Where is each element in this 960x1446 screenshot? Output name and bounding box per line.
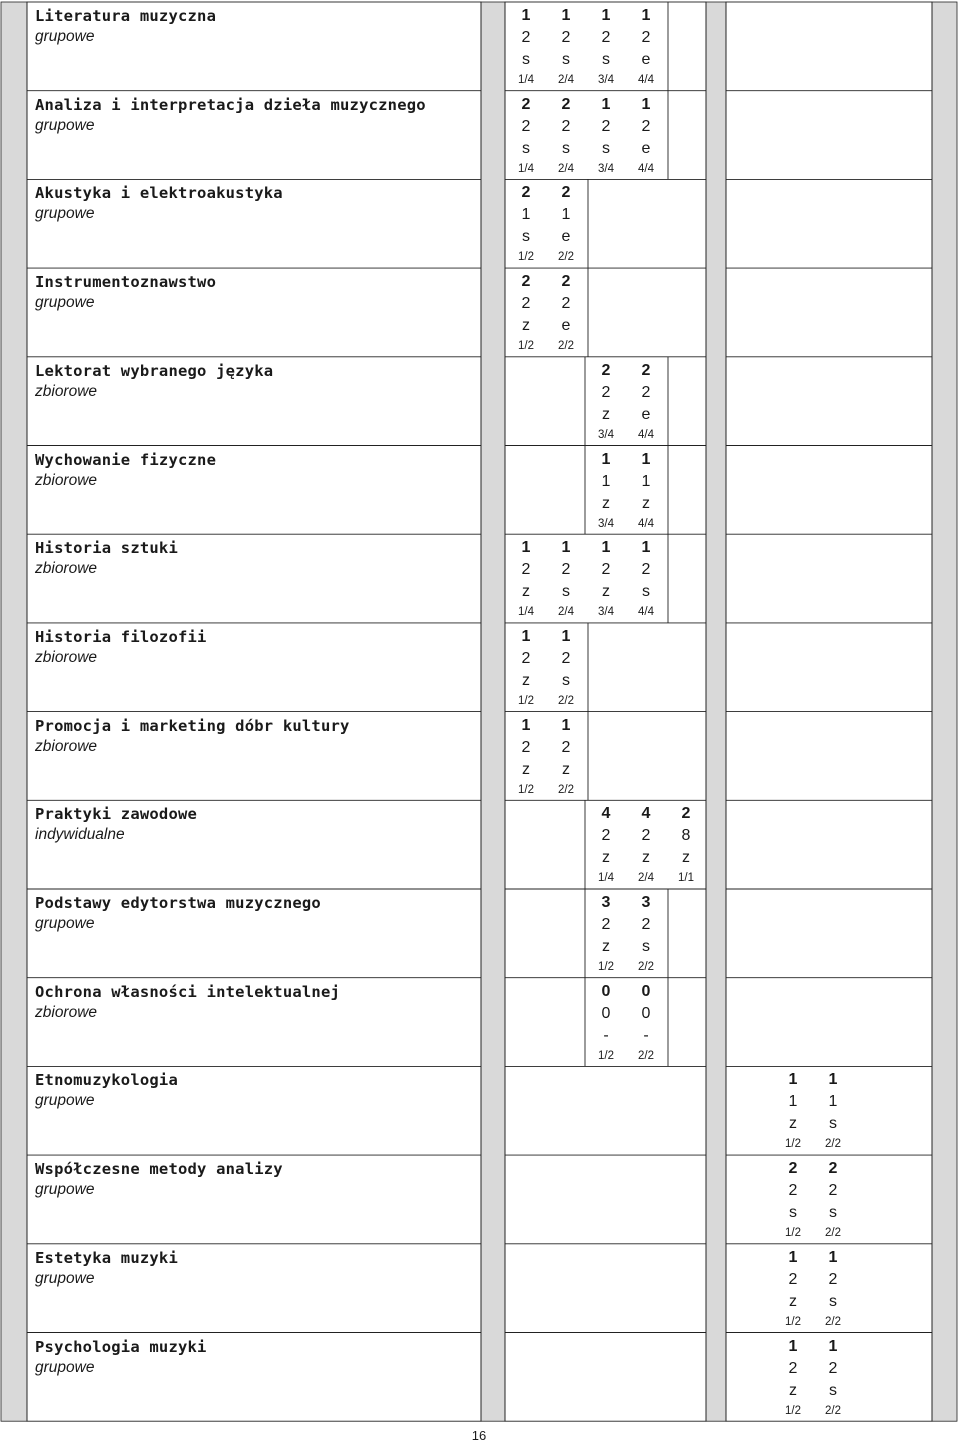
assessment-value: s — [562, 51, 570, 68]
ects-value: 1 — [521, 206, 531, 224]
ects-value: 2 — [521, 649, 531, 667]
assessment-value: e — [641, 51, 651, 68]
semester-cell — [586, 981, 626, 1065]
assessment-value: s — [829, 1115, 837, 1133]
hours-value: 2 — [561, 95, 571, 113]
semester-cell — [586, 360, 626, 444]
semester-label: 1/1 — [678, 872, 694, 885]
ects-value: 1 — [561, 206, 571, 224]
ects-value: 2 — [828, 1359, 838, 1377]
class-type: grupowe — [35, 1269, 95, 1287]
course-name: Akustyka i elektroakustyka — [35, 184, 283, 203]
assessment-value: z — [602, 849, 610, 867]
assessment-value: z — [522, 317, 530, 335]
semester-cell — [546, 537, 586, 621]
ects-value: 2 — [521, 561, 531, 579]
semester-label: 2/2 — [638, 961, 654, 973]
assessment-value: e — [641, 139, 651, 157]
class-type: zbiorowe — [35, 382, 98, 400]
hours-value: 1 — [601, 539, 611, 557]
hours-value: 1 — [641, 7, 651, 24]
semester-label: 2/2 — [558, 251, 574, 264]
hours-value: 4 — [641, 805, 651, 823]
class-type: zbiorowe — [35, 471, 98, 489]
ects-value: 2 — [788, 1270, 798, 1288]
class-type: grupowe — [35, 1181, 95, 1199]
table-row — [28, 357, 957, 445]
assessment-value: z — [522, 760, 530, 778]
hours-value: 1 — [561, 539, 571, 557]
class-type: grupowe — [35, 116, 95, 134]
assessment-value: s — [602, 139, 610, 157]
hours-value: 1 — [788, 1248, 798, 1266]
ects-value: 1 — [641, 472, 651, 490]
semester-label: 3/4 — [598, 162, 614, 175]
class-type: zbiorowe — [35, 1003, 98, 1021]
semester-cell — [546, 715, 586, 799]
semester-cell — [546, 271, 586, 355]
hours-value: 2 — [521, 95, 531, 113]
ects-value: 2 — [641, 29, 651, 46]
table-row — [28, 446, 957, 534]
ects-value: 2 — [601, 29, 611, 46]
hours-value: 1 — [561, 716, 571, 734]
table-row — [28, 1244, 957, 1332]
semester-cell — [773, 1069, 813, 1153]
hours-value: 1 — [521, 716, 531, 734]
ects-value: 0 — [601, 1004, 611, 1022]
semester-label: 2/4 — [558, 74, 574, 86]
ects-value: 2 — [561, 649, 571, 667]
ects-value: 2 — [561, 117, 571, 135]
semester-label: 2/2 — [825, 1315, 841, 1328]
ects-value: 2 — [601, 117, 611, 135]
semester-label: 1/2 — [785, 1227, 801, 1240]
hours-value: 2 — [788, 1160, 798, 1178]
semester-label: 2/2 — [638, 1049, 654, 1062]
semester-cell — [626, 5, 666, 89]
semester-cell — [506, 94, 546, 178]
semester-cell — [506, 5, 546, 89]
ects-value: 2 — [521, 738, 531, 756]
semester-label: 2/4 — [558, 162, 574, 175]
semester-cell — [626, 803, 666, 887]
semester-label: 2/4 — [638, 872, 654, 885]
hours-value: 1 — [828, 1071, 838, 1089]
hours-value: 1 — [521, 539, 531, 557]
assessment-value: e — [561, 317, 571, 335]
assessment-value: s — [642, 938, 650, 955]
hours-value: 3 — [601, 894, 611, 911]
course-name: Psychologia muzyki — [35, 1337, 207, 1356]
class-type: grupowe — [35, 1092, 95, 1110]
table-row — [28, 800, 957, 888]
class-type: zbiorowe — [35, 648, 98, 666]
ects-value: 2 — [561, 295, 571, 313]
ects-value: 2 — [601, 561, 611, 579]
ects-value: 2 — [641, 561, 651, 579]
hours-value: 4 — [601, 805, 611, 823]
semester-label: 1/2 — [785, 1404, 801, 1417]
hours-value: 1 — [601, 7, 611, 24]
class-type: zbiorowe — [35, 560, 98, 578]
hours-value: 1 — [601, 95, 611, 113]
semester-cell — [773, 1247, 813, 1331]
semester-label: 3/4 — [598, 517, 614, 530]
ects-value: 2 — [521, 29, 531, 46]
left-grey-band — [1, 2, 27, 1421]
semester-label: 2/4 — [558, 606, 574, 619]
course-name: Promocja i marketing dóbr kultury — [35, 716, 350, 735]
assessment-value: z — [602, 583, 610, 601]
semester-label: 1/2 — [518, 251, 534, 264]
course-name: Estetyka muzyki — [35, 1248, 178, 1267]
assessment-value: s — [789, 1204, 797, 1222]
ects-value: 2 — [601, 916, 611, 933]
assessment-value: z — [522, 671, 530, 689]
ects-value: 2 — [561, 29, 571, 46]
hours-value: 2 — [561, 273, 571, 291]
assessment-value: z — [789, 1115, 797, 1133]
assessment-value: s — [522, 51, 530, 68]
assessment-value: z — [522, 583, 530, 601]
table-row — [28, 268, 957, 356]
hours-value: 2 — [681, 805, 691, 823]
table-row — [28, 1333, 957, 1421]
semester-cell — [506, 715, 546, 799]
semester-cell — [506, 537, 546, 621]
ects-value: 2 — [561, 561, 571, 579]
ects-value: 2 — [788, 1359, 798, 1377]
hours-value: 3 — [641, 894, 651, 911]
semester-cell — [666, 803, 706, 887]
semester-cell — [586, 537, 626, 621]
course-name: Ochrona własności intelektualnej — [35, 982, 341, 1001]
assessment-value: s — [522, 139, 530, 157]
semester-label: 1/2 — [785, 1138, 801, 1151]
semester-label: 3/4 — [598, 428, 614, 441]
ects-value: 2 — [828, 1182, 838, 1200]
semester-label: 1/4 — [518, 162, 534, 175]
assessment-value: z — [562, 760, 570, 778]
hours-value: 1 — [601, 450, 611, 468]
hours-value: 0 — [601, 982, 611, 1000]
table-row — [28, 1155, 957, 1243]
course-name: Podstawy edytorstwa muzycznego — [35, 894, 321, 912]
semester-cell — [586, 5, 626, 89]
semester-label: 3/4 — [598, 606, 614, 619]
semester-label: 2/2 — [558, 783, 574, 796]
class-type: indywidualne — [35, 826, 125, 844]
hours-value: 1 — [641, 450, 651, 468]
assessment-value: z — [602, 405, 610, 423]
ects-value: 2 — [641, 117, 651, 135]
semester-cell — [586, 803, 626, 887]
hours-value: 2 — [521, 184, 531, 202]
assessment-value: z — [602, 494, 610, 512]
semester-cell — [773, 1336, 813, 1420]
semester-label: 1/4 — [598, 872, 614, 885]
semester-cell — [546, 5, 586, 89]
assessment-value: s — [829, 1292, 837, 1310]
semester-label: 1/2 — [518, 694, 534, 707]
semester-label: 4/4 — [638, 74, 654, 86]
semester-label: 1/2 — [785, 1315, 801, 1328]
ects-value: 8 — [681, 827, 691, 845]
semester-label: 4/4 — [638, 428, 654, 441]
class-type: grupowe — [35, 294, 95, 312]
hours-value: 2 — [641, 361, 651, 379]
ects-value: 2 — [601, 827, 611, 845]
assessment-value: z — [682, 849, 690, 867]
course-name: Wychowanie fizyczne — [35, 450, 217, 469]
course-name: Etnomuzykologia — [35, 1071, 178, 1090]
assessment-value: s — [602, 51, 610, 68]
semester-cell — [546, 94, 586, 178]
semester-cell — [626, 94, 666, 178]
semester-label: 2/2 — [825, 1404, 841, 1417]
ects-value: 2 — [788, 1182, 798, 1200]
semester-cell — [546, 182, 586, 266]
assessment-value: e — [561, 228, 571, 246]
assessment-value: s — [562, 139, 570, 157]
assessment-value: z — [642, 494, 650, 512]
class-type: grupowe — [35, 28, 95, 45]
hours-value: 1 — [788, 1071, 798, 1089]
assessment-value: s — [562, 583, 570, 601]
table-row — [28, 2, 957, 90]
course-name: Historia filozofii — [35, 627, 207, 646]
class-type: grupowe — [35, 915, 95, 932]
ects-value: 1 — [788, 1093, 798, 1111]
semester-label: 1/2 — [598, 961, 614, 973]
hours-value: 1 — [521, 627, 531, 645]
course-name: Literatura muzyczna — [35, 7, 217, 25]
course-name: Współczesne metody analizy — [35, 1160, 283, 1179]
assessment-value: s — [522, 228, 530, 246]
assessment-value: s — [829, 1381, 837, 1399]
semester-cell — [506, 626, 546, 710]
table-row — [28, 623, 957, 711]
semester-cell — [813, 1158, 853, 1242]
page-number — [0, 1428, 960, 1443]
semester-label: 1/4 — [518, 606, 534, 619]
semester-label: 2/2 — [558, 340, 574, 353]
ects-value: 2 — [641, 827, 651, 845]
hours-value: 1 — [828, 1248, 838, 1266]
assessment-value: e — [641, 405, 651, 423]
ects-value: 2 — [521, 295, 531, 313]
ects-value: 1 — [828, 1093, 838, 1111]
semester-cell — [586, 449, 626, 533]
assessment-value: z — [789, 1381, 797, 1399]
semester-cell — [506, 182, 546, 266]
course-name: Instrumentoznawstwo — [35, 273, 217, 292]
semester-label: 1/4 — [518, 74, 534, 86]
semester-cell — [626, 537, 666, 621]
semester-label: 4/4 — [638, 517, 654, 530]
semester-cell — [813, 1247, 853, 1331]
ects-value: 2 — [828, 1270, 838, 1288]
table-row — [28, 534, 957, 622]
assessment-value: z — [642, 849, 650, 867]
ects-value: 2 — [641, 916, 651, 933]
ects-value: 2 — [601, 383, 611, 401]
ects-value: 2 — [561, 738, 571, 756]
semester-label: 1/2 — [518, 783, 534, 796]
semester-cell — [626, 360, 666, 444]
hours-value: 2 — [601, 361, 611, 379]
semester-label: 2/2 — [825, 1138, 841, 1151]
semester-cell — [546, 626, 586, 710]
semester-cell — [773, 1158, 813, 1242]
class-type: grupowe — [35, 205, 95, 223]
table-row — [28, 91, 957, 179]
hours-value: 0 — [641, 982, 651, 1000]
ects-value: 2 — [521, 117, 531, 135]
assessment-value: - — [603, 1026, 609, 1044]
table-row — [28, 978, 957, 1066]
assessment-value: z — [789, 1292, 797, 1310]
assessment-value: s — [642, 583, 650, 601]
ects-value: 0 — [641, 1004, 651, 1022]
semester-label: 4/4 — [638, 606, 654, 619]
semester-label: 1/2 — [518, 340, 534, 353]
semester-label: 4/4 — [638, 162, 654, 175]
ects-value: 1 — [601, 472, 611, 490]
semester-cell — [586, 892, 626, 976]
semester-cell — [626, 892, 666, 976]
semester-cell — [626, 981, 666, 1065]
semester-label: 1/2 — [598, 1049, 614, 1062]
semester-cell — [626, 449, 666, 533]
assessment-value: s — [829, 1204, 837, 1222]
semester-label: 2/2 — [558, 694, 574, 707]
table-row — [28, 1066, 957, 1154]
hours-value: 1 — [641, 95, 651, 113]
hours-value: 2 — [561, 184, 571, 202]
semester-label: 2/2 — [825, 1227, 841, 1240]
table-row — [28, 179, 957, 267]
semester-cell — [506, 271, 546, 355]
course-name: Praktyki zawodowe — [35, 805, 198, 824]
course-name: Historia sztuki — [35, 539, 178, 558]
assessment-value: z — [602, 938, 610, 955]
hours-value: 1 — [788, 1337, 798, 1355]
assessment-value: s — [562, 671, 570, 689]
hours-value: 1 — [521, 7, 531, 24]
semester-cell — [813, 1069, 853, 1153]
course-name: Lektorat wybranego języka — [35, 361, 274, 380]
hours-value: 1 — [641, 539, 651, 557]
semester-label: 3/4 — [598, 74, 614, 86]
course-name: Analiza i interpretacja dzieła muzycznego — [35, 95, 426, 114]
class-type: zbiorowe — [35, 737, 98, 755]
hours-value: 1 — [561, 627, 571, 645]
hours-value: 1 — [561, 7, 571, 24]
hours-value: 2 — [521, 273, 531, 291]
class-type: grupowe — [35, 1358, 95, 1376]
assessment-value: - — [643, 1026, 649, 1044]
table-row — [28, 712, 957, 800]
page-number-text: 16 — [471, 1428, 487, 1443]
table-row — [28, 889, 957, 977]
semester-cell — [586, 94, 626, 178]
hours-value: 1 — [828, 1337, 838, 1355]
hours-value: 2 — [828, 1160, 838, 1178]
ects-value: 2 — [641, 383, 651, 401]
semester-cell — [813, 1336, 853, 1420]
